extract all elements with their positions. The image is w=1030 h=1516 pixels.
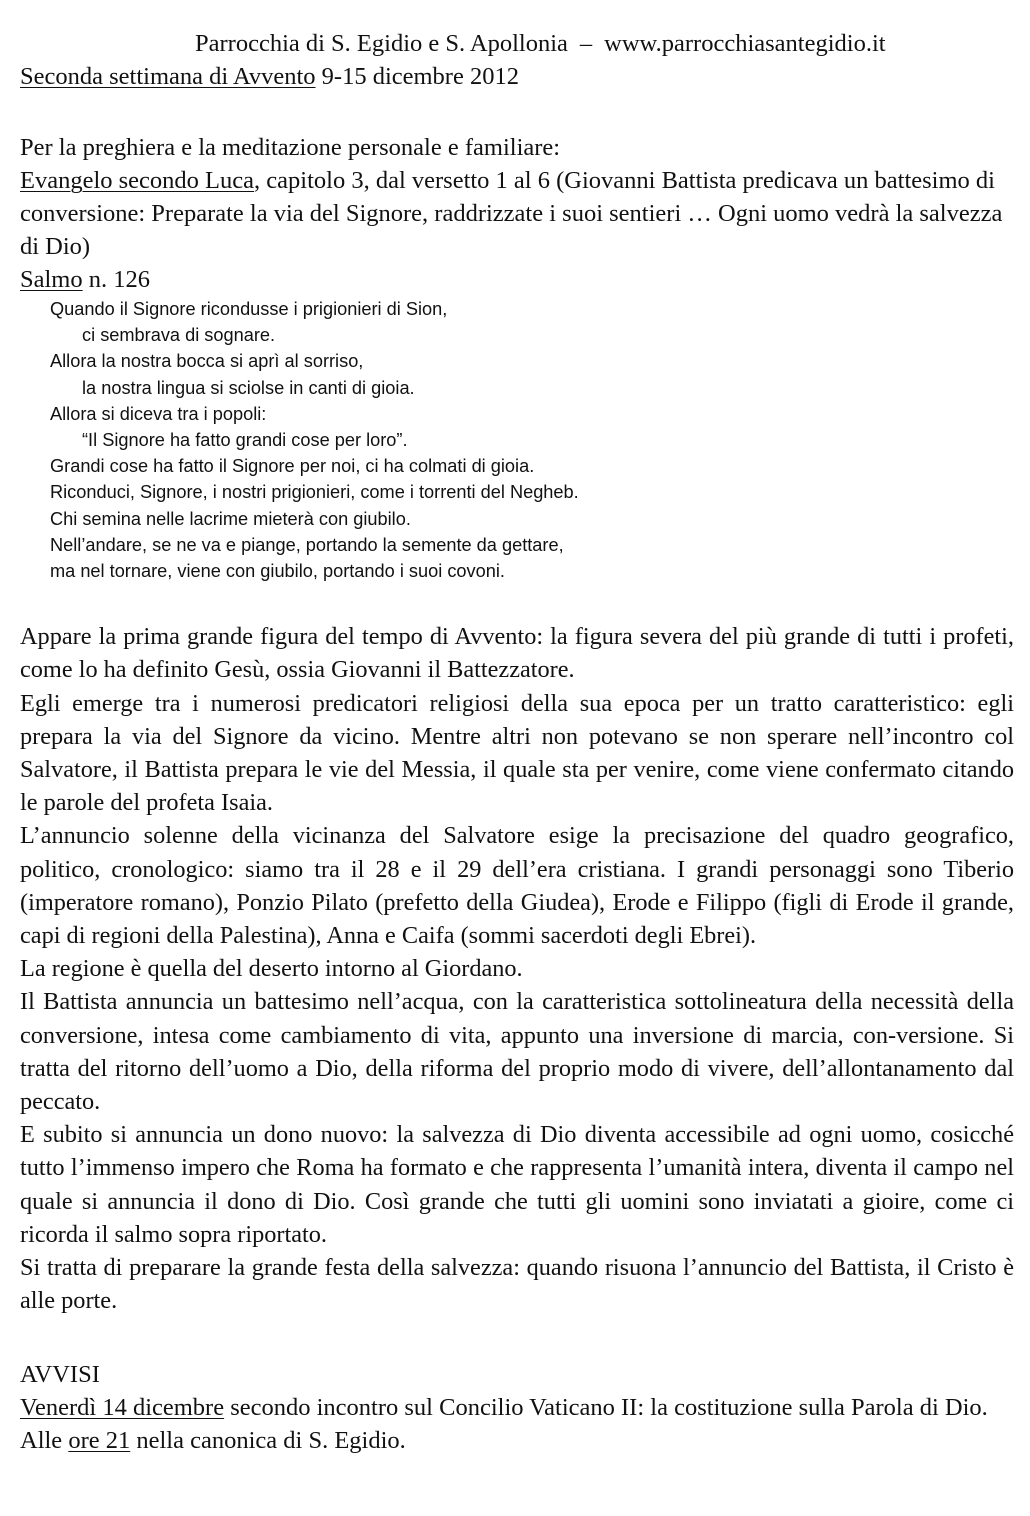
gospel-text: , capitolo 3, dal versetto 1 al 6 (Giovanni Battista predicava un battesimo di conversione: Preparate la via del Signore, raddrizzate i suoi sentieri … Ogni uomo vedrà la salvezza di Dio) bbox=[20, 167, 1003, 260]
week-dates: 9-15 dicembre 2012 bbox=[321, 63, 519, 90]
psalm-verse: Allora la nostra bocca si aprì al sorriso, bbox=[50, 351, 364, 372]
psalm-verse: Nell’andare, se ne va e piange, portando la semente da gettare, bbox=[50, 534, 564, 555]
notice-time: ore 21 bbox=[68, 1426, 131, 1454]
avvisi-notice bbox=[20, 1391, 1014, 1457]
avvisi-heading: AVVISI bbox=[20, 1360, 100, 1388]
gospel-label: Evangelo secondo Luca bbox=[20, 167, 255, 194]
psalm-verse: “Il Signore ha fatto grandi cose per loro”. bbox=[82, 430, 408, 451]
intro-section bbox=[20, 131, 1014, 296]
parish-website: www.parrocchiasantegidio.it bbox=[604, 30, 886, 57]
notice-text-2: nella canonica di S. Egidio. bbox=[130, 1426, 406, 1454]
psalm-verse: Riconduci, Signore, i nostri prigionieri, come i torrenti del Negheb. bbox=[50, 482, 579, 503]
psalm-verse: la nostra lingua si sciolse in canti di gioia. bbox=[82, 377, 415, 398]
commentary-paragraph: L’annuncio solenne della vicinanza del Salvatore esige la precisazione del quadro geografico, politico, cronologico: siamo tra il 28 e il 29 dell’era cristiana. I grandi personaggi sono Tiberio (imperatore romano), Ponzio Pilato (prefetto della Giudea), Erode e Filippo (figli di Erode il grande, capi di regioni della Palestina), Anna e Caifa (sommi sacerdoti degli Ebrei). bbox=[20, 822, 1014, 950]
notice-text-1: secondo incontro sul Concilio Vaticano II: la costituzione sulla Parola di Dio. Alle bbox=[20, 1393, 988, 1454]
avvisi-section bbox=[20, 1358, 1014, 1457]
psalm-verse: ci sembrava di sognare. bbox=[82, 325, 276, 346]
notice-date: Venerdì 14 dicembre bbox=[20, 1393, 225, 1421]
commentary-section bbox=[20, 620, 1014, 1317]
week-title bbox=[20, 60, 1014, 93]
psalm-verse: Grandi cose ha fatto il Signore per noi, ci ha colmati di gioia. bbox=[50, 456, 535, 477]
parish-name: Parrocchia di S. Egidio e S. Apollonia bbox=[195, 30, 568, 57]
commentary-paragraph: E subito si annuncia un dono nuovo: la salvezza di Dio diventa accessibile ad ogni uomo, cosicché tutto l’immenso impero che Roma ha formato e che rappresenta l’umanità intera, diventa il campo nel quale si annuncia il dono di Dio. Così grande che tutti gli uomini sono inviatati a gioire, come ci ricorda il salmo sopra riportato. bbox=[20, 1121, 1014, 1248]
psalm-label: Salmo bbox=[20, 266, 83, 293]
psalm-verse: ma nel tornare, viene con giubilo, portando i suoi covoni. bbox=[50, 561, 505, 582]
psalm-reference bbox=[20, 263, 1014, 296]
parish-header bbox=[20, 28, 1014, 60]
commentary-paragraph: Il Battista annuncia un battesimo nell’acqua, con la caratteristica sottolineatura della necessità della conversione, intesa come cambiamento di vita, appunto una inversione di marcia, con-versione. Si tratta del ritorno dell’uomo a Dio, della riforma del proprio modo di vivere, dell’allontanamento dal peccato. bbox=[20, 988, 1014, 1116]
commentary-paragraph: Appare la prima grande figura del tempo di Avvento: la figura severa del più grande di tutti i profeti, come lo ha definito Gesù, ossia Giovanni il Battezzatore. bbox=[20, 623, 1014, 684]
commentary-paragraph: Si tratta di preparare la grande festa della salvezza: quando risuona l’annuncio del Battista, il Cristo è alle porte. bbox=[20, 1254, 1014, 1315]
psalm-text bbox=[20, 296, 1014, 584]
header-separator: – bbox=[579, 30, 593, 57]
week-label: Seconda settimana di Avvento bbox=[20, 63, 316, 90]
psalm-verse: Allora si diceva tra i popoli: bbox=[50, 403, 267, 424]
psalm-number: n. 126 bbox=[82, 266, 150, 293]
psalm-verse: Chi semina nelle lacrime mieterà con giubilo. bbox=[50, 508, 411, 529]
commentary-paragraph: La regione è quella del deserto intorno al Giordano. bbox=[20, 955, 523, 983]
gospel-reference bbox=[20, 164, 1014, 263]
commentary-paragraph: Egli emerge tra i numerosi predicatori religiosi della sua epoca per un tratto caratteristico: egli prepara la via del Signore da vicino. Mentre altri non potevano se non sperare nell’incontro col Salvatore, il Battista prepara le vie del Messia, il quale sta per venire, come viene confermato citando le parole del profeta Isaia. bbox=[20, 689, 1014, 817]
intro-line: Per la preghiera e la meditazione personale e familiare: bbox=[20, 134, 561, 161]
psalm-verse: Quando il Signore ricondusse i prigionieri di Sion, bbox=[50, 299, 448, 319]
